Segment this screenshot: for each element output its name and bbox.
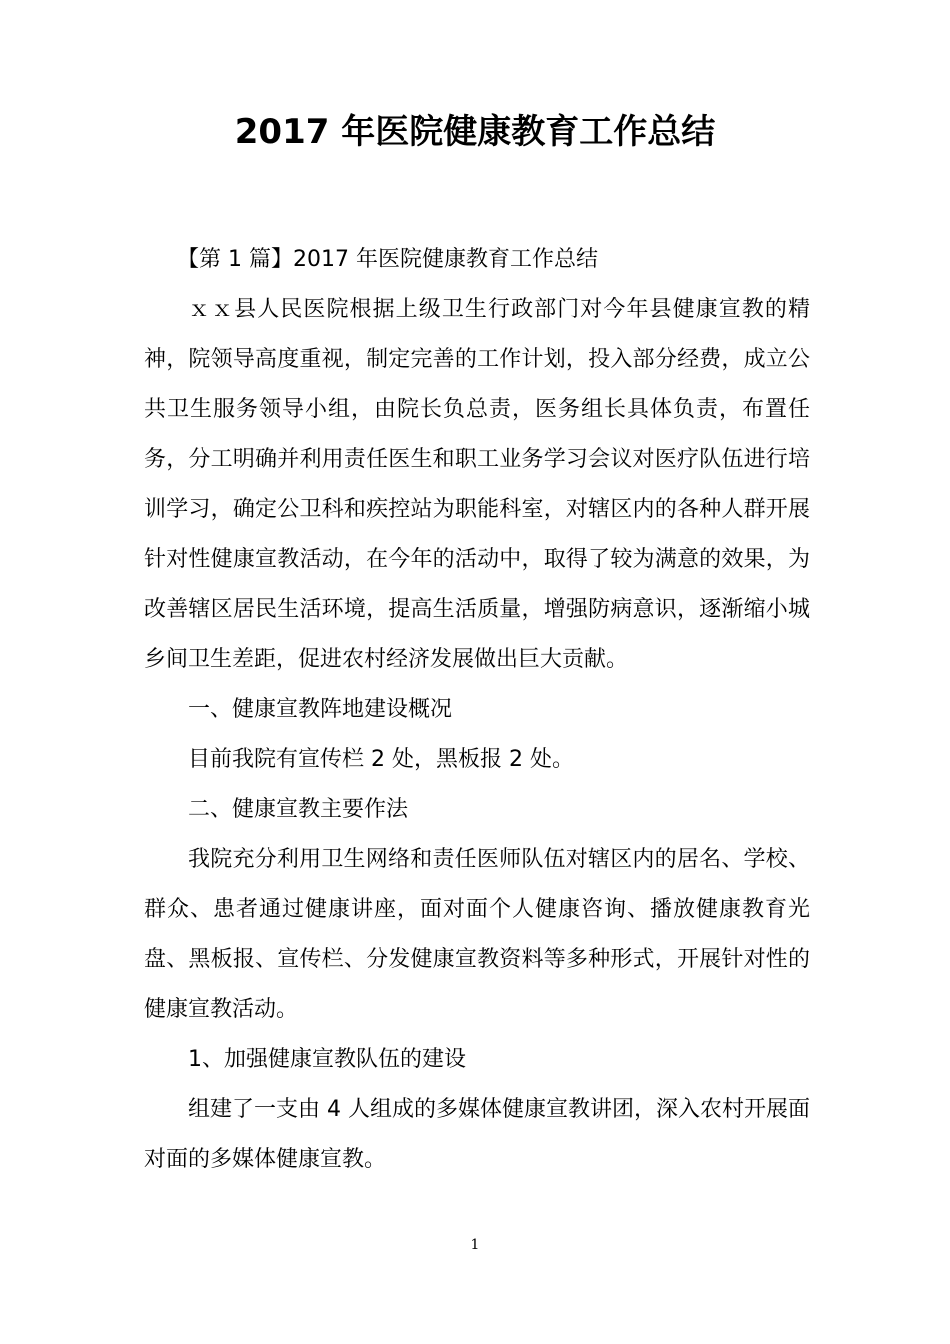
paragraph-team: 组建了一支由 4 人组成的多媒体健康宣教讲团，深入农村开展面对面的多媒体健康宣教。 [144,1097,810,1172]
section-heading-article-1: 【第 1 篇】2017 年医院健康教育工作总结 [177,247,598,272]
section-heading-2: 二、健康宣教主要作法 [188,797,409,822]
document-title: 2017 年医院健康教育工作总结 [234,112,716,152]
paragraph-methods: 我院充分利用卫生网络和责任医师队伍对辖区内的居名、学校、群众、患者通过健康讲座，面对面个人健康咨询、播放健康教育光盘、黑板报、宣传栏、分发健康宣教资料等多种形式，开展针对性的健康宣教活动。 [144,847,810,1022]
document-body [144,235,810,1185]
page-number: 1 [470,1237,480,1253]
section-heading-1: 一、健康宣教阵地建设概况 [188,697,453,722]
paragraph-facilities: 目前我院有宣传栏 2 处，黑板报 2 处。 [188,747,574,772]
paragraph-intro: ｘｘ县人民医院根据上级卫生行政部门对今年县健康宣教的精神，院领导高度重视，制定完善的工作计划，投入部分经费，成立公共卫生服务领导小组，由院长负总责，医务组长具体负责，布置任务，分工明确并利用责任医生和职工业务学习会议对医疗队伍进行培训学习，确定公卫科和疾控站为职能科室，对辖区内的各种人群开展针对性健康宣教活动，在今年的活动中，取得了较为满意的效果，为改善辖区居民生活环境，提高生活质量，增强防病意识，逐渐缩小城乡间卫生差距，促进农村经济发展做出巨大贡献。 [144,297,810,672]
subsection-heading-1: 1、加强健康宣教队伍的建设 [188,1047,466,1072]
